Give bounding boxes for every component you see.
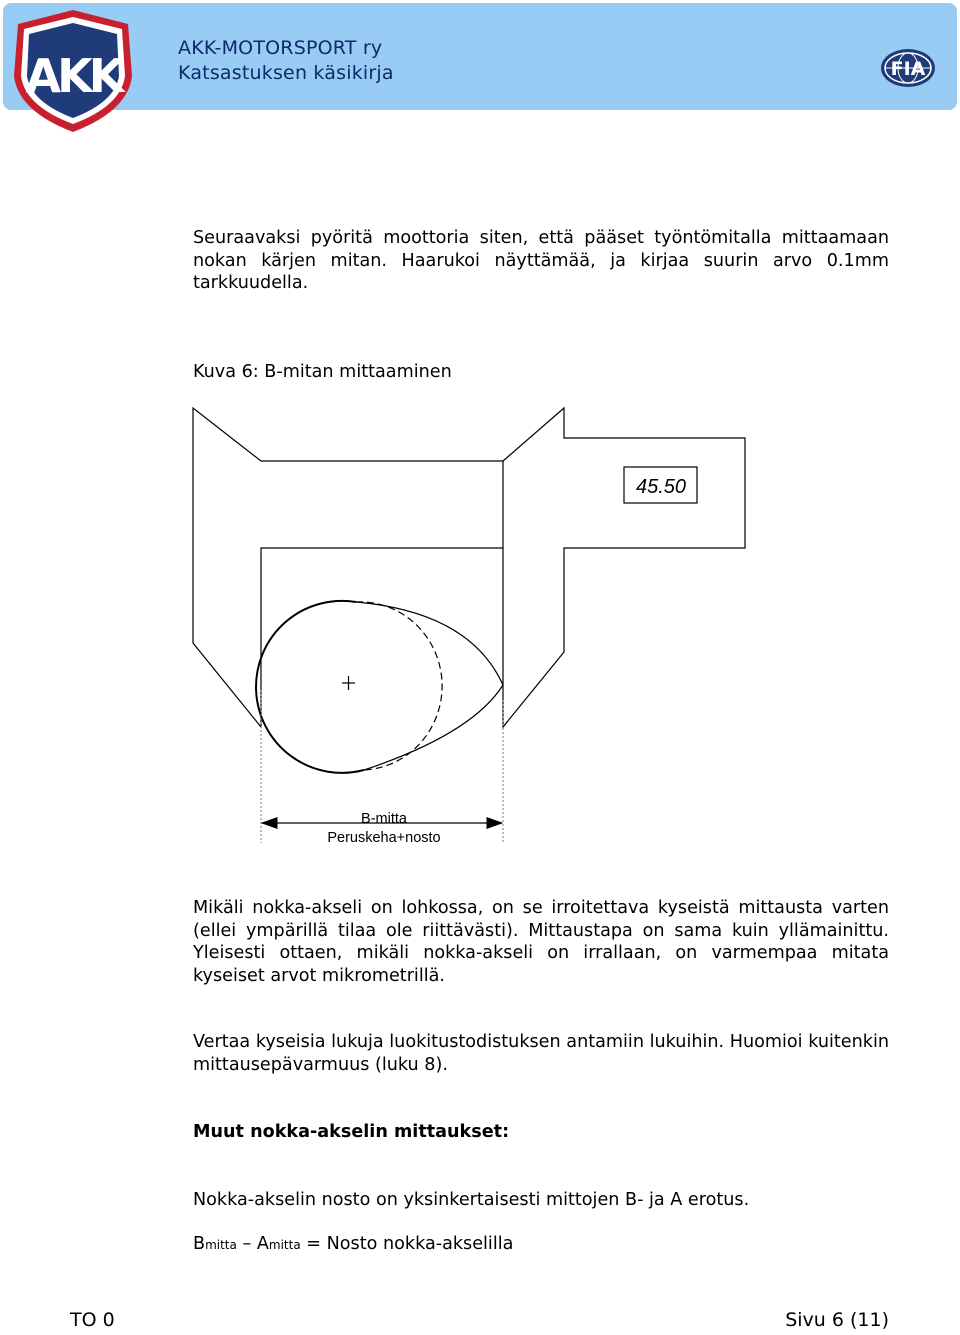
footer-doc-code: TO 0 <box>70 1309 115 1331</box>
footer-page-number: Sivu 6 (11) <box>785 1309 889 1331</box>
fia-logo-text: FIA <box>890 58 926 80</box>
formula-minus: – <box>236 1234 257 1254</box>
caliper-outline <box>193 408 745 727</box>
formula-b: B <box>193 1234 206 1254</box>
formula-a: A <box>256 1234 269 1254</box>
figure-caption: Kuva 6: B-mitan mittaaminen <box>193 362 452 382</box>
dimension-sublabel: Peruskeha+nosto <box>327 830 441 846</box>
caliper-display-value: 45.50 <box>635 476 687 498</box>
document-title: Katsastuksen käsikirja <box>178 62 394 84</box>
cam-center-mark <box>342 676 355 690</box>
org-name: AKK-MOTORSPORT ry <box>178 37 383 59</box>
formula-b-sub: mitta <box>205 1238 237 1252</box>
cam-profile <box>256 601 503 773</box>
lift-formula <box>193 1234 513 1254</box>
paragraph-camshaft-removal: Mikäli nokka-akseli on lohkossa, on se irroitettava kyseistä mittausta varten (ellei ympärillä tilaa ole riittävästi). Mittaustapa on sama kuin yllämainittu. Yleisesti ottaen, mikäli nokka-akseli on irrallaan, on varmempaa mitata kyseiset arvot mikrometrillä. <box>193 898 889 986</box>
formula-a-sub: mitta <box>268 1238 301 1252</box>
paragraph-compare: Vertaa kyseisia lukuja luokitustodistuksen antamiin lukuihin. Huomioi kuitenkin mittausepävarmuus (luku 8). <box>193 1032 889 1075</box>
paragraph-lift: Nokka-akselin nosto on yksinkertaisesti mittojen B- ja A erotus. <box>193 1190 750 1210</box>
dimension-label: B-mitta <box>361 811 407 827</box>
akk-logo-text: AKK <box>25 49 121 103</box>
section-heading: Muut nokka-akselin mittaukset: <box>193 1122 510 1142</box>
intro-paragraph: Seuraavaksi pyöritä moottoria siten, että pääset työntömitalla mittaamaan nokan kärjen mitan. Haarukoi näyttämää, ja kirjaa suurin arvo 0.1mm tarkkuudella. <box>193 228 889 293</box>
formula-rest: = Nosto nokka-akselilla <box>300 1234 514 1254</box>
